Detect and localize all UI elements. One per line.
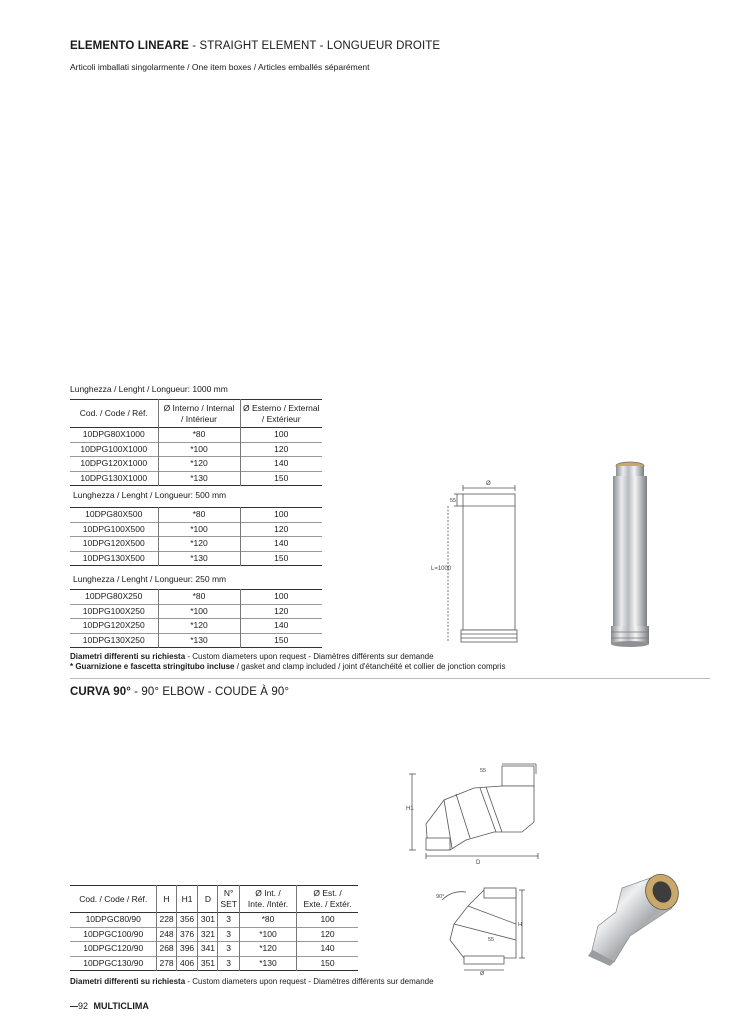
table-row: 10DPG130X1000 *130 150: [70, 471, 322, 486]
table-row: 10DPGC100/90 248 376 321 3 *100 120: [70, 927, 358, 942]
header-outer: Ø Esterno / External / Extérieur: [242, 402, 320, 424]
elbow-photo: [584, 866, 694, 966]
table-row: 10DPG80X250 *80 100: [70, 590, 322, 605]
table-row: 10DPGC120/90 268 396 341 3 *120 140: [70, 942, 358, 957]
section-subtitle: Articoli imballati singolarmente / One item boxes / Articles emballés séparément: [70, 62, 370, 72]
table-straight-1000: [70, 399, 322, 486]
drawing-angle-label: 90°: [436, 894, 445, 900]
table-row: 10DPG120X250 *120 140: [70, 619, 322, 634]
section-divider: [70, 678, 710, 679]
page-number: 92: [78, 1001, 89, 1011]
table-row: 10DPG100X500 *100 120: [70, 522, 322, 537]
elbow-front-drawing: [422, 884, 532, 976]
drawing-diameter-label: Ø: [486, 481, 491, 487]
table-row: 10DPG120X500 *120 140: [70, 537, 322, 552]
footer-brand: MULTICLIMA: [93, 1001, 149, 1011]
header-h: H: [157, 886, 176, 913]
header-internal: Ø Int. / Inte. /Intér.: [239, 886, 296, 913]
straight-pipe-drawing: [420, 476, 530, 648]
table-row: 10DPG100X1000 *100 120: [70, 442, 322, 457]
footer-rule: [70, 1006, 78, 1007]
section-title-elbow: CURVA 90° - 90° ELBOW - COUDE À 90°: [70, 686, 290, 698]
note-custom-diameters-elbow: Diametri differenti su richiesta - Custom diameters upon request - Diamètres différents sur demande: [70, 977, 434, 986]
note-custom-diameters: Diametri differenti su richiesta - Custom diameters upon request - Diamètres différents sur demande: [70, 652, 434, 661]
drawing-diameter-label: Ø: [480, 971, 485, 976]
length-label-250: Lunghezza / Lenght / Longueur: 250 mm: [73, 574, 227, 584]
table-straight-250: [70, 589, 322, 648]
page-footer: [70, 1001, 149, 1011]
header-h1: H1: [176, 886, 198, 913]
table-elbow: [70, 885, 358, 971]
length-label-500: Lunghezza / Lenght / Longueur: 500 mm: [73, 490, 227, 500]
length-label-1000: Lunghezza / Lenght / Longueur: 1000 mm: [70, 384, 228, 394]
note-gasket-included: * Guarnizione e fascetta stringitubo incluse / gasket and clamp included / joint d'étanchéité et collier de jonction compris: [70, 662, 506, 671]
header-nset: N° SET: [218, 886, 240, 913]
header-code: Cod. / Code / Réf.: [70, 886, 157, 913]
table-row: 10DPG120X1000 *120 140: [70, 457, 322, 472]
section-title-straight: ELEMENTO LINEARE - STRAIGHT ELEMENT - LONGUEUR DROITE: [70, 40, 441, 52]
table-row: 10DPGC130/90 278 406 351 3 *130 150: [70, 956, 358, 971]
drawing-h1-label: H1: [406, 806, 414, 812]
header-d: D: [198, 886, 218, 913]
drawing-length-label: L=1000: [431, 566, 452, 572]
table-row: 10DPG80X1000 *80 100: [70, 428, 322, 443]
header-inner: Ø Interno / Internal / Intérieur: [158, 400, 240, 428]
drawing-h-label: H: [518, 922, 522, 928]
header-external: Ø Est. / Exte. / Extér.: [303, 888, 352, 909]
table-straight-500: [70, 507, 322, 566]
table-row: 10DPG80X500 *80 100: [70, 508, 322, 523]
table-row: 10DPG130X250 *130 150: [70, 633, 322, 648]
drawing-top-label: 55: [480, 768, 487, 774]
table-row: 10DPG100X250 *100 120: [70, 604, 322, 619]
elbow-side-drawing: [404, 760, 549, 865]
straight-pipe-photo: [605, 458, 655, 650]
drawing-side-label: 55: [488, 937, 495, 943]
header-code: Cod. / Code / Réf.: [70, 400, 158, 428]
table-row: 10DPGC80/90 228 356 301 3 *80 100: [70, 913, 358, 928]
table-row: 10DPG130X500 *130 150: [70, 551, 322, 566]
drawing-d-label: D: [476, 860, 481, 865]
drawing-top-label: 55: [450, 498, 457, 504]
